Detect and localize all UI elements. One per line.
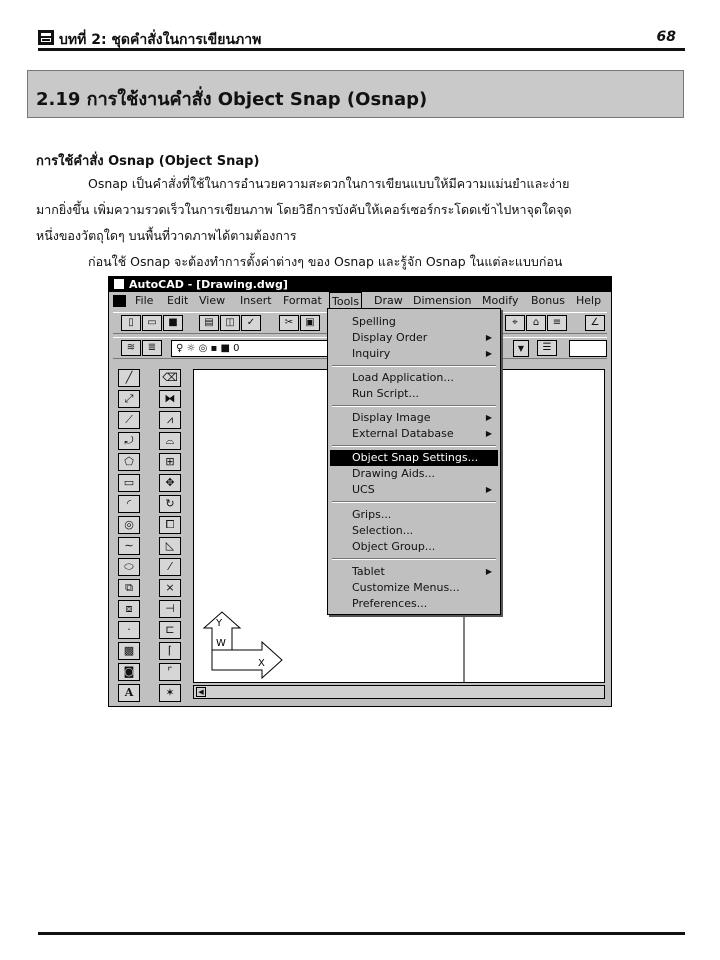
menu-dimension[interactable]: Dimension [413, 294, 472, 307]
menu-item-tablet[interactable]: Tablet ▶ [352, 565, 492, 578]
circle-icon[interactable]: ◎ [118, 516, 140, 534]
array-icon[interactable]: ⊞ [159, 453, 181, 471]
autocad-screenshot [108, 276, 612, 707]
scale-icon[interactable]: ⧠ [159, 516, 181, 534]
linetype-dropdown[interactable] [569, 340, 607, 357]
mirror-icon[interactable]: ⩘ [159, 411, 181, 429]
print-icon[interactable]: ▤ [199, 315, 219, 331]
spelling-icon[interactable]: ✓ [241, 315, 261, 331]
horizontal-scrollbar[interactable] [193, 685, 605, 699]
section-title: 2.19 การใช้งานคำสั่ง Object Snap (Osnap) [36, 89, 428, 110]
ucs-w-label: W [216, 638, 226, 649]
snap-from-icon[interactable]: ⌖ [505, 315, 525, 331]
point-icon[interactable]: · [118, 621, 140, 639]
menu-help[interactable]: Help [576, 294, 602, 307]
menu-item-external-database[interactable]: External Database ▶ [352, 427, 492, 440]
menu-separator [332, 445, 496, 447]
make-block-icon[interactable]: ⧈ [118, 600, 140, 618]
scroll-left-icon[interactable]: ◀ [196, 687, 206, 697]
ucs-x-label: X [258, 658, 265, 669]
menu-tools[interactable]: Tools [329, 292, 362, 310]
trim-icon[interactable]: ⨯ [159, 579, 181, 597]
menu-edit[interactable]: Edit [167, 294, 189, 307]
region-icon[interactable]: ◙ [118, 663, 140, 681]
menu-file[interactable]: File [135, 294, 154, 307]
menu-item-load-application[interactable]: Load Application... [352, 371, 454, 384]
menu-item-object-group[interactable]: Object Group... [352, 540, 436, 553]
polyline-icon[interactable]: ⟋ [118, 411, 140, 429]
polygon-icon[interactable]: ⬠ [118, 453, 140, 471]
submenu-arrow-icon: ▶ [485, 485, 492, 494]
window-title: AutoCAD - [Drawing.dwg] [129, 278, 288, 291]
stretch-icon[interactable]: ◺ [159, 537, 181, 555]
tools-menu-dropdown [327, 308, 501, 615]
menu-item-display-image[interactable]: Display Image ▶ [352, 411, 492, 424]
layer-state-icons: ♀ ☼ ◎ ▪ ■ [176, 343, 234, 354]
draw-order-icon[interactable]: ∠ [585, 315, 605, 331]
spline-icon[interactable]: ∼ [118, 537, 140, 555]
hatch-icon[interactable]: ▩ [118, 642, 140, 660]
chamfer-icon[interactable]: ⌈ [159, 642, 181, 660]
menu-item-selection[interactable]: Selection... [352, 524, 414, 537]
menu-format[interactable]: Format [283, 294, 322, 307]
menu-item-preferences[interactable]: Preferences... [352, 597, 428, 610]
menu-separator [332, 365, 496, 367]
menu-separator [332, 501, 496, 503]
arc-icon[interactable]: ◜ [118, 495, 140, 513]
paragraph-line: มากยิ่งขึ้น เพิ่มความรวดเร็วในการเขียนภาพ โดยวิธีการบังคับให้เคอร์เซอร์กระโดดเข้าไปหาจุดใดจุด [36, 202, 572, 217]
break-icon[interactable]: ⊏ [159, 621, 181, 639]
layer-dropdown[interactable] [171, 340, 331, 357]
menu-separator [332, 405, 496, 407]
line-icon[interactable]: ╱ [118, 369, 140, 387]
menu-item-ucs[interactable]: UCS ▶ [352, 483, 492, 496]
document-control-icon[interactable] [113, 295, 126, 307]
ucs-icon-button[interactable]: ≡ [547, 315, 567, 331]
layers-icon[interactable]: ≣ [142, 340, 162, 356]
chevron-down-icon[interactable]: ▼ [513, 340, 529, 357]
menu-item-spelling[interactable]: Spelling [352, 315, 396, 328]
construction-line-icon[interactable]: ⤢ [118, 390, 140, 408]
menu-modify[interactable]: Modify [482, 294, 519, 307]
submenu-arrow-icon: ▶ [485, 429, 492, 438]
menu-item-run-script[interactable]: Run Script... [352, 387, 419, 400]
layer-name: 0 [233, 343, 240, 354]
section-banner [27, 70, 684, 118]
cut-icon[interactable]: ✂ [279, 315, 299, 331]
erase-icon[interactable]: ⌫ [159, 369, 181, 387]
lengthen-icon[interactable]: ⁄ [159, 558, 181, 576]
draw-toolbar [115, 369, 145, 699]
submenu-arrow-icon: ▶ [485, 333, 492, 342]
autocad-app-icon [114, 279, 124, 289]
copy-object-icon[interactable]: ⧓ [159, 390, 181, 408]
modify-toolbar [156, 369, 186, 699]
print-preview-icon[interactable]: ◫ [220, 315, 240, 331]
header-divider [38, 48, 685, 51]
linetype-icon[interactable]: ☰ [537, 340, 557, 356]
menu-item-object-snap-settings[interactable]: Object Snap Settings... [330, 450, 498, 466]
menu-separator [332, 558, 496, 560]
menu-draw[interactable]: Draw [374, 294, 403, 307]
open-icon[interactable]: ▭ [142, 315, 162, 331]
paragraph-line: Osnap เป็นคำสั่งที่ใช้ในการอำนวยความสะดวกในการเขียนแบบให้มีความแม่นยำและง่าย [88, 176, 570, 191]
insert-block-icon[interactable]: ⧉ [118, 579, 140, 597]
submenu-arrow-icon: ▶ [485, 567, 492, 576]
page-number: 68 [656, 29, 676, 45]
menu-item-grips[interactable]: Grips... [352, 508, 392, 521]
copy-icon[interactable]: ▣ [300, 315, 320, 331]
3d-polyline-icon[interactable]: ⤾ [118, 432, 140, 450]
menu-item-display-order[interactable]: Display Order ▶ [352, 331, 492, 344]
footer-divider [38, 932, 685, 935]
rotate-icon[interactable]: ↻ [159, 495, 181, 513]
submenu-arrow-icon: ▶ [485, 413, 492, 422]
fillet-icon[interactable]: ⌜ [159, 663, 181, 681]
subheading: การใช้คำสั่ง Osnap (Object Snap) [36, 154, 260, 169]
move-icon[interactable]: ✥ [159, 474, 181, 492]
ucs-y-label: Y [216, 618, 223, 629]
menu-view[interactable]: View [199, 294, 226, 307]
multiline-text-icon[interactable]: A [118, 684, 140, 702]
ellipse-icon[interactable]: ⬭ [118, 558, 140, 576]
extend-icon[interactable]: ⊣ [159, 600, 181, 618]
make-object-layer-current-icon[interactable]: ≋ [121, 340, 141, 356]
page-header [38, 28, 680, 50]
new-icon[interactable]: ▯ [121, 315, 141, 331]
menu-item-inquiry[interactable]: Inquiry ▶ [352, 347, 492, 360]
tracking-icon[interactable]: ⌂ [526, 315, 546, 331]
explode-icon[interactable]: ✶ [159, 684, 181, 702]
menu-bonus[interactable]: Bonus [531, 294, 565, 307]
rectangle-icon[interactable]: ▭ [118, 474, 140, 492]
chapter-title: บทที่ 2: ชุดคำสั่งในการเขียนภาพ [59, 32, 262, 48]
paragraph-line: หนึ่งของวัตถุใดๆ บนพื้นที่วาดภาพได้ตามต้องการ [36, 228, 297, 243]
book-icon [38, 30, 54, 45]
menu-item-drawing-aids[interactable]: Drawing Aids... [352, 467, 436, 480]
save-icon[interactable]: ■ [163, 315, 183, 331]
menu-insert[interactable]: Insert [240, 294, 272, 307]
menu-item-customize-menus[interactable]: Customize Menus... [352, 581, 460, 594]
offset-icon[interactable]: ⌓ [159, 432, 181, 450]
window-titlebar [109, 277, 611, 292]
submenu-arrow-icon: ▶ [485, 349, 492, 358]
paragraph-line: ก่อนใช้ Osnap จะต้องทำการตั้งค่าต่างๆ ของ Osnap และรู้จัก Osnap ในแต่ละแบบก่อน [88, 254, 563, 269]
